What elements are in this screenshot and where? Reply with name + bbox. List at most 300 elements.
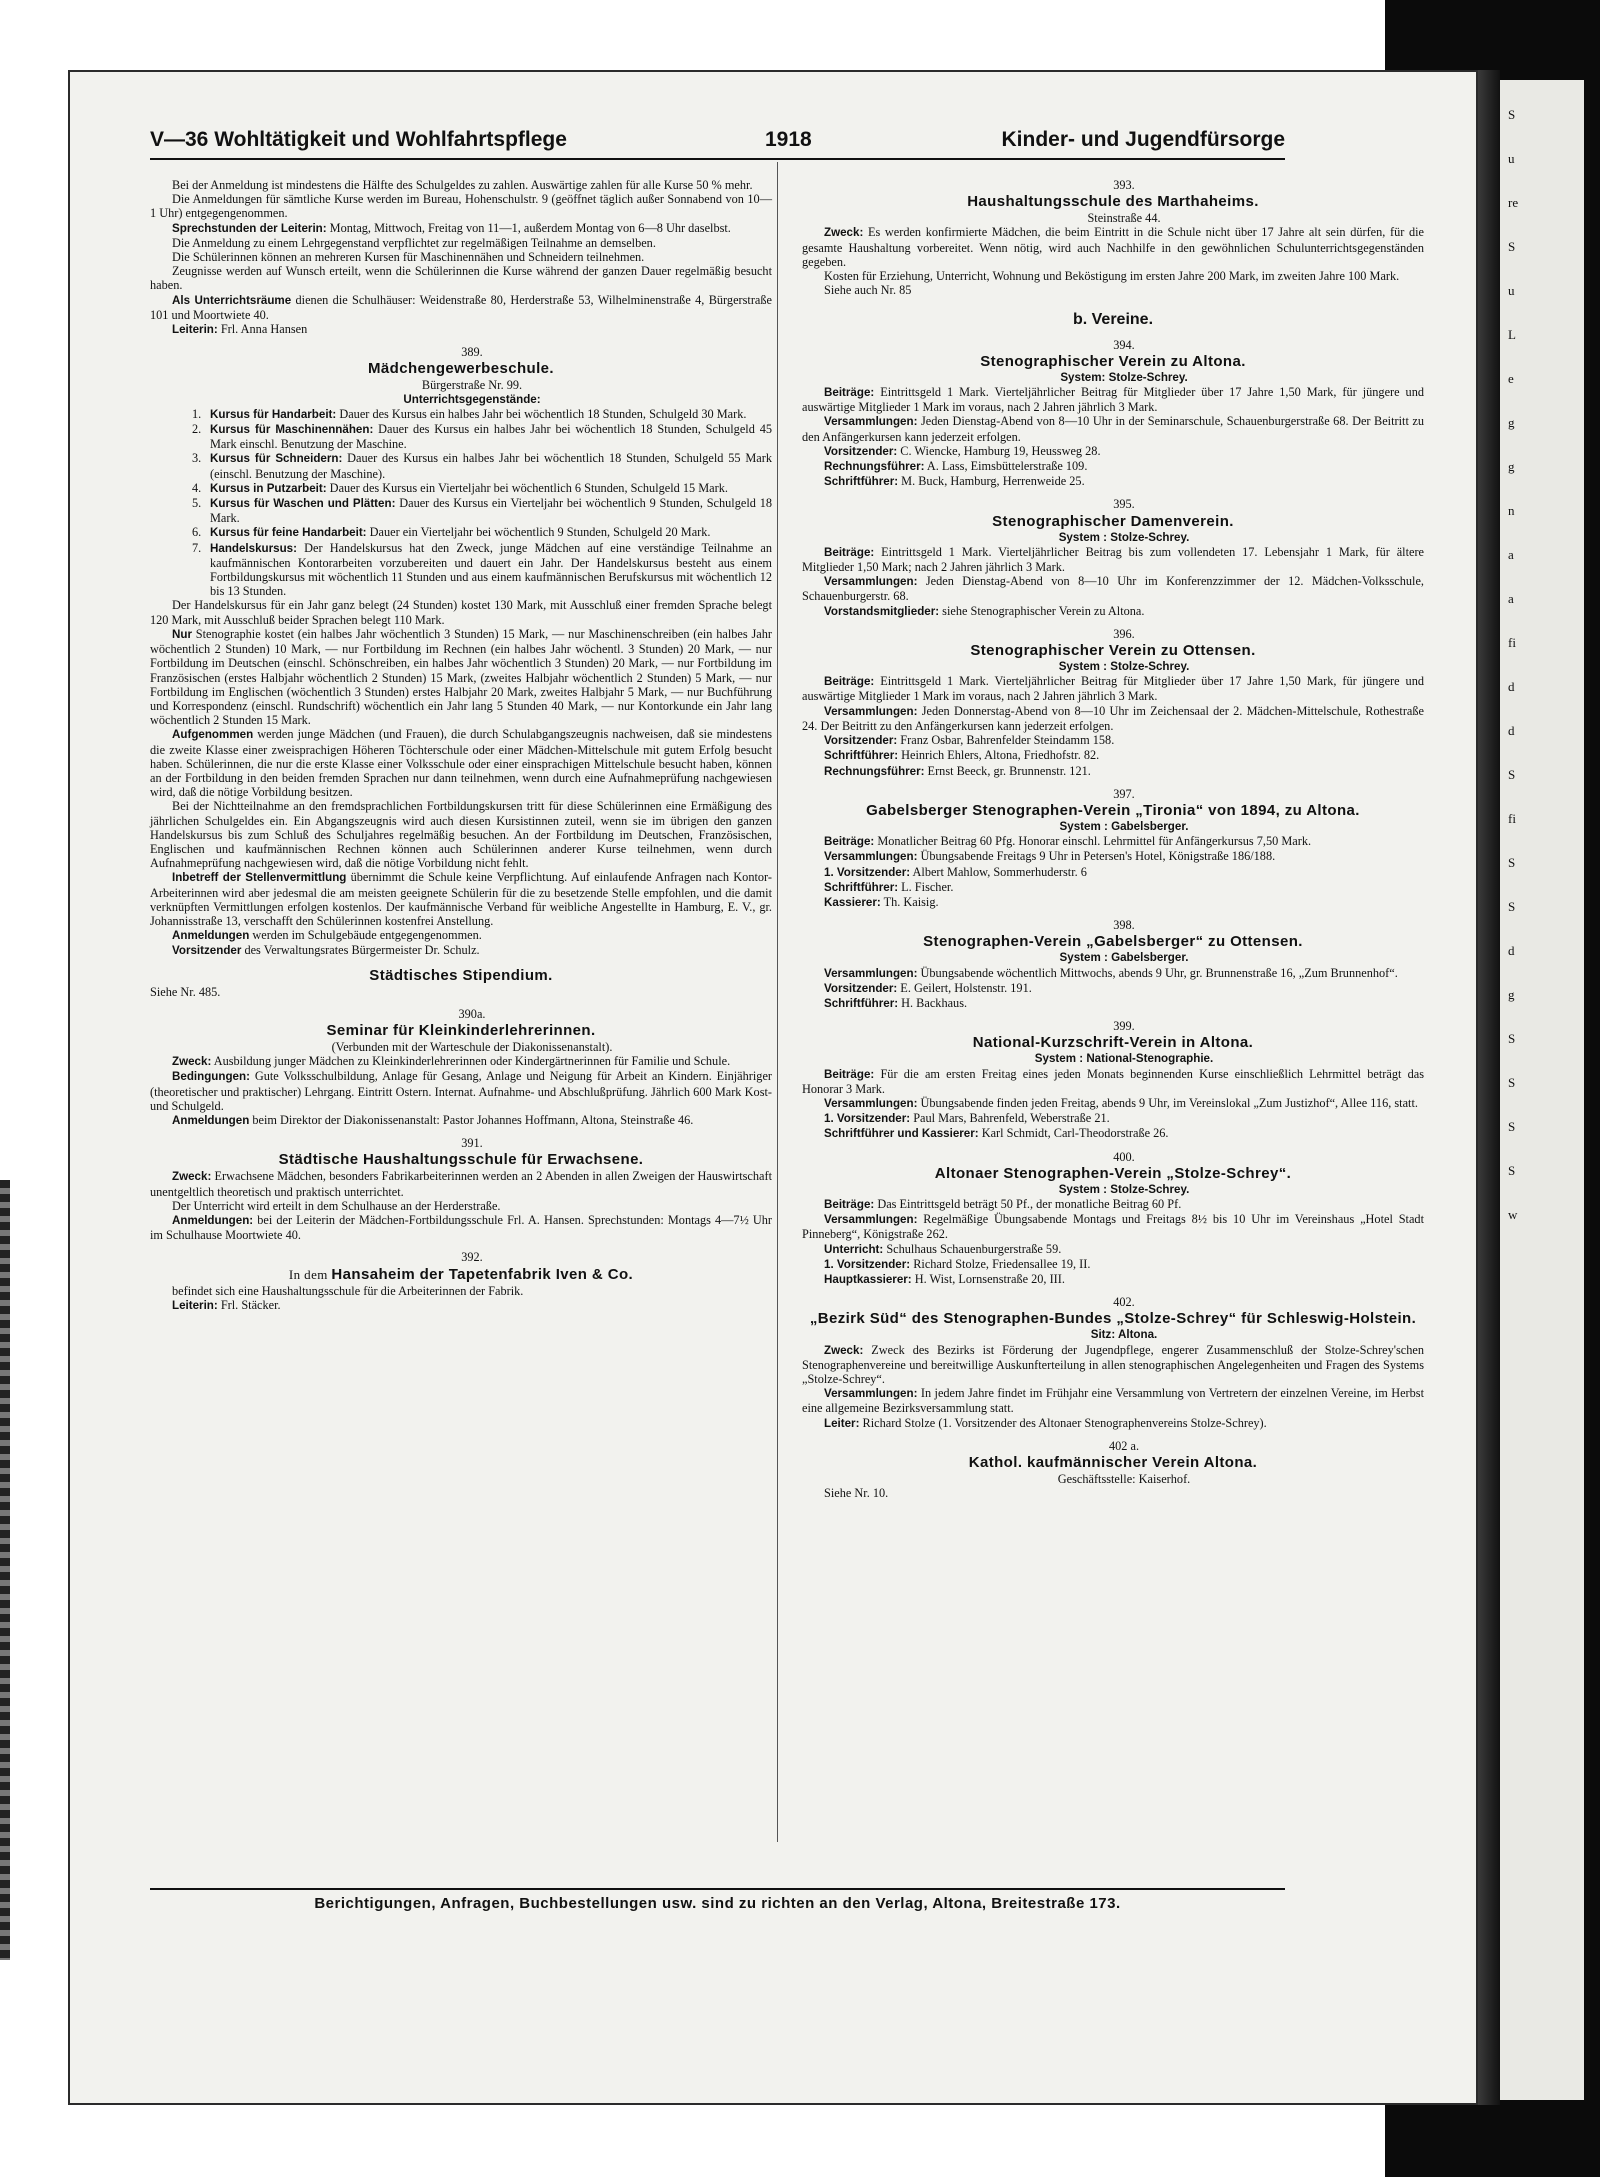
header-section-title: V—36 Wohltätigkeit und Wohlfahrtspflege: [150, 128, 567, 151]
paragraph-text: Zeugnisse werden auf Wunsch erteilt, wenn die Schülerinnen die Kurse während der ganzen Dauer regelmäßig besucht haben.: [150, 264, 772, 293]
paragraph-text: Zweck des Bezirks ist Förderung der Jugendpflege, engerer Zusammenschluß der Stolze-Schrey'schen Stenographenvereine und bereitwillige Auskunfterteilung in allen stenographischen Angelegenheiten und Fragen des Systems „Stolze-Schrey“.: [802, 1342, 1424, 1386]
paragraph: [802, 414, 1424, 443]
item-number: 2.: [192, 422, 202, 437]
paragraph: [150, 250, 772, 264]
entry-title: Stenographischer Verein zu Altona.: [980, 352, 1246, 370]
header-rule: [150, 158, 1285, 160]
field-label: 1. Vorsitzender:: [824, 865, 911, 879]
adjacent-page-text: e: [1508, 371, 1514, 386]
field-label: Unterricht:: [824, 1242, 884, 1256]
paragraph: [802, 474, 1424, 489]
paragraph-text: Jeden Dienstag-Abend von 8—10 Uhr im Konferenzzimmer der 12. Mädchen-Volksschule, Schauenburgerstr. 68.: [802, 574, 1424, 604]
adjacent-page-text: d: [1508, 943, 1515, 958]
entry-390a: [150, 1007, 772, 1128]
entry-address: Bürgerstraße Nr. 99.: [421, 378, 523, 393]
item-number: 5.: [192, 496, 202, 511]
adjacent-page-text: S: [1508, 239, 1516, 254]
field-label: Anmeldungen: [172, 929, 250, 943]
entry-title: Gabelsberger Stenographen-Verein „Tironia“ von 1894, zu Altona.: [866, 801, 1360, 819]
field-label: Anmeldungen: [172, 1113, 250, 1127]
paragraph-text: Jeden Dienstag-Abend von 8—10 Uhr in der Seminarschule, Schauenburgerstraße 68. Der Beitritt zu den Anfängerkursen kann jederzeit erfolgen.: [802, 414, 1424, 444]
course-item: [150, 451, 772, 480]
entry-395: [802, 497, 1424, 618]
field-label: Versammlungen:: [824, 966, 918, 980]
paragraph: [802, 225, 1424, 269]
field-label: Sprechstunden der Leiterin:: [172, 221, 327, 235]
entry-body: [802, 1197, 1424, 1287]
field-label: Vorsitzender:: [824, 734, 898, 748]
entry-number: 394.: [1113, 337, 1135, 352]
entry-number: 393.: [1113, 178, 1135, 192]
entry-stipendium: [150, 967, 772, 999]
adjacent-page-text: g: [1508, 987, 1515, 1002]
entry-402a: [802, 1439, 1424, 1501]
field-label: Zweck:: [824, 1343, 864, 1357]
left-column: [150, 178, 772, 1313]
paragraph-text: Bei der Nichtteilnahme an den fremdsprachlichen Fortbildungskursen tritt für diese Schülerinnen eine Ermäßigung des jährlichen Schulgeldes ein. Ein Abgangszeugnis wird auch diesen Kursistinnen zuteil, wenn sie im übrigen den ganzen Handelskursus bis zum Schluß des Schuljahres regelmäßig besuchen. An der Fortbildung im Deutschen, Französischen, Englischen und kaufmännischen Rechnen können auch Schülerinnen anderer Kurse teilnehmen, wenn durch Aufnahmeprüfung nachgewiesen wird, daß die nötige Vorbildung nicht fehlt.: [150, 799, 772, 871]
paragraph-text: werden junge Mädchen (und Frauen), die durch Schulabgangszeugnis nachweisen, daß sie mindestens die zweite Klasse einer zweisprachigen Höheren Töchterschule oder einer Mädchen-Mittelschule mit gutem Erfolg besucht haben. Schülerinnen, die nur die erste Klasse einer Volksschule oder einer einsprachigen Mittelschule besucht haben, können an der Fortbildung in den beiden fremden Sprachen nur dann teilnehmen, wenn durch eine Aufnahmeprüfung nachgewiesen wird, daß die nötige Vorbildung besitzen.: [150, 727, 772, 800]
entry-body: [802, 674, 1424, 778]
entry-number: 402.: [1113, 1295, 1135, 1310]
paragraph: [150, 627, 772, 727]
paragraph: [802, 1343, 1424, 1387]
entry-number: 396.: [1113, 626, 1135, 641]
paragraph-text: Richard Stolze, Friedensallee 19, II.: [910, 1256, 1091, 1271]
paragraph-text: Dauer des Kursus ein Vierteljahr bei wöchentlich 6 Stunden, Schulgeld 15 Mark.: [326, 480, 728, 495]
entry-system: System: Stolze-Schrey.: [1060, 370, 1188, 384]
entry-402: [802, 1295, 1424, 1431]
paragraph-text: Gute Volksschulbildung, Anlage für Gesang, Anlage und Neigung für Arbeit an Kindern. Einjähriger (theoretischer und praktischer) Lehrgang. Eintritt Ostern. Internat. Aufnahme- und Abschlußprüfung. Jährlich 600 Mark Kost- und Schulgeld.: [150, 1069, 772, 1113]
field-label: Beiträge:: [824, 675, 875, 689]
paragraph-text: werden im Schulgebäude entgegengenommen.: [249, 928, 482, 943]
paragraph-text: Siehe Nr. 10.: [824, 1486, 889, 1501]
adjacent-page-text: S: [1508, 1075, 1516, 1090]
paragraph-text: Eintrittsgeld 1 Mark. Vierteljährlicher Beitrag bis zum vollendeten 17. Lebensjahr 1 Mark, für ältere Mitglieder 1,50 Mark; nach 2 Jahren jährlich 3 Mark.: [802, 544, 1424, 575]
paragraph-text: A. Lass, Eimsbüttelerstraße 109.: [924, 459, 1088, 474]
field-label: Versammlungen:: [824, 415, 918, 429]
verein-entries: [802, 338, 1424, 1501]
paragraph: [802, 1197, 1424, 1212]
paragraph-text: siehe Stenographischer Verein zu Altona.: [939, 603, 1145, 618]
paragraph: [802, 849, 1424, 864]
paragraph: [802, 748, 1424, 763]
field-label: Vorstandsmitglieder:: [824, 604, 940, 618]
paragraph-text: Eintrittsgeld 1 Mark. Vierteljährlicher Beitrag für Mitglieder über 17 Jahre 1,50 Mark, für jüngere und auswärtige Mitglieder 1 Mark im voraus, nach 2 Jahren jährlich 3 Mark.: [802, 385, 1424, 415]
adjacent-page-text: S: [1508, 1163, 1516, 1178]
paragraph: [802, 764, 1424, 779]
course-item: [150, 407, 772, 422]
paragraph: [150, 1213, 772, 1242]
entry-394: [802, 338, 1424, 490]
paragraph: [150, 1113, 772, 1128]
adjacent-page-text: g: [1508, 459, 1515, 474]
paragraph: [802, 444, 1424, 459]
adjacent-page-text: u: [1508, 151, 1515, 166]
paragraph-text: des Verwaltungsrates Bürgermeister Dr. Schulz.: [241, 943, 480, 958]
field-label: 1. Vorsitzender:: [824, 1112, 911, 1126]
entry-number: 392.: [461, 1250, 483, 1265]
paragraph-text: Frl. Anna Hansen: [217, 322, 308, 337]
paragraph-text: Dauer des Kursus ein halbes Jahr bei wöchentlich 18 Stunden, Schulgeld 45 Mark einschl. Benutzung der Maschine.: [210, 422, 772, 452]
entry-body: [150, 598, 772, 958]
field-label: Versammlungen:: [824, 1387, 918, 1401]
paragraph: [802, 459, 1424, 474]
paragraph-text: Es werden konfirmierte Mädchen, die beim Eintritt in die Schule nicht über 17 Jahre alt sein dürfen, für die gesamte Haushaltung vorbereitet. Wenn nötig, wird auch Nachhilfe in den gewöhnlichen Schulunterrichtsgegenständen gegeben.: [802, 225, 1424, 269]
group-heading: b. Vereine.: [1072, 311, 1154, 329]
entry-system: Sitz: Altona.: [1090, 1328, 1158, 1342]
field-label: 1. Vorsitzender:: [824, 1257, 911, 1271]
paragraph-text: Montag, Mittwoch, Freitag von 11—1, außerdem Montag von 6—8 Uhr daselbst.: [326, 220, 731, 235]
paragraph: [150, 1298, 772, 1313]
paragraph: [802, 966, 1424, 981]
paragraph-text: E. Geilert, Holstenstr. 191.: [897, 980, 1032, 995]
course-item: [150, 422, 772, 451]
adjacent-page-text: n: [1508, 503, 1515, 518]
adjacent-page-text: S: [1508, 899, 1516, 914]
entry-number: 389.: [461, 345, 483, 360]
field-label: Hauptkassierer:: [824, 1272, 912, 1286]
right-column: [802, 178, 1424, 1500]
paragraph: [802, 1111, 1424, 1126]
entry-system: System : Stolze-Schrey.: [1058, 530, 1190, 544]
field-label: Schriftführer:: [824, 996, 899, 1010]
paragraph: [150, 192, 772, 220]
paragraph-text: Albert Mahlow, Sommerhuderstr. 6: [910, 864, 1087, 879]
field-label: Leiterin:: [172, 1298, 218, 1312]
paragraph: [802, 865, 1424, 880]
field-label: Rechnungsführer:: [824, 460, 925, 474]
paragraph-text: In jedem Jahre findet im Frühjahr eine Versammlung von Vertretern der einzelnen Vereine, im Herbst eine allgemeine Bezirksversammlung statt.: [802, 1386, 1424, 1416]
paragraph: [150, 727, 772, 799]
field-label: Vorsitzender: [172, 944, 242, 958]
field-label: Beiträge:: [824, 835, 875, 849]
field-label: Versammlungen:: [824, 1096, 918, 1110]
paragraph-text: Schulhaus Schauenburgerstraße 59.: [883, 1241, 1062, 1256]
adjacent-page-text: u: [1508, 283, 1515, 298]
entry-391: [150, 1136, 772, 1242]
entry-title: Stenographischer Verein zu Ottensen.: [970, 642, 1256, 660]
field-label: Versammlungen:: [824, 1213, 918, 1227]
paragraph-text: H. Wist, Lornsenstraße 20, III.: [911, 1271, 1065, 1286]
paragraph: [150, 1284, 772, 1298]
entry-system: System : Stolze-Schrey.: [1058, 660, 1190, 674]
field-label: Vorsitzender:: [824, 981, 898, 995]
course-item: [150, 525, 772, 540]
entry-system: System : National-Stenographie.: [1034, 1052, 1214, 1066]
adjacent-page-text: S: [1508, 107, 1516, 122]
paragraph-text: Übungsabende finden jeden Freitag, abends 9 Uhr, im Vereinslokal „Zum Justizhof“, Allee 116, statt.: [917, 1095, 1418, 1110]
entry-address: Steinstraße 44.: [1087, 211, 1161, 226]
entry-title-prefix: In dem: [288, 1266, 332, 1282]
field-label: Aufgenommen: [172, 728, 254, 742]
paragraph: [150, 928, 772, 943]
paragraph-text: Dauer des Kursus ein Vierteljahr bei wöchentlich 9 Stunden, Schulgeld 18 Mark.: [210, 496, 772, 526]
paragraph-text: Dauer des Kursus ein halbes Jahr bei wöchentlich 18 Stunden, Schulgeld 30 Mark.: [336, 406, 747, 421]
entry-title: Altonaer Stenographen-Verein „Stolze-Schrey“.: [934, 1164, 1292, 1182]
field-label: Bedingungen:: [172, 1070, 250, 1084]
paragraph-text: Frl. Stäcker.: [217, 1297, 281, 1312]
paragraph: [802, 1212, 1424, 1241]
paragraph-text: Übungsabende Freitags 9 Uhr in Petersen's Hotel, Königstraße 186/188.: [917, 849, 1276, 864]
paragraph: [802, 895, 1424, 910]
item-number: 1.: [192, 406, 202, 421]
adjacent-page-text: fi: [1508, 811, 1516, 826]
paragraph: [802, 574, 1424, 603]
paragraph-text: Jeden Donnerstag-Abend von 8—10 Uhr im Zeichensaal der 2. Mädchen-Mittelschule, Rothestraße 24. Der Beitritt zu den Anfängerkursen kann jederzeit erfolgen.: [802, 703, 1424, 733]
entry-number: 399.: [1113, 1019, 1135, 1034]
paragraph: [802, 1126, 1424, 1141]
paragraph-text: Th. Kaisig.: [880, 894, 939, 909]
field-label: Vorsitzender:: [824, 444, 898, 458]
paragraph: [802, 1242, 1424, 1257]
paragraph-text: Kosten für Erziehung, Unterricht, Wohnung und Beköstigung im ersten Jahre 200 Mark, im zweiten Jahre 100 Mark.: [824, 269, 1400, 284]
entry-number: 397.: [1113, 786, 1135, 801]
field-label: Zweck:: [172, 1170, 212, 1184]
entry-389: [150, 345, 772, 958]
field-label: Schriftführer und Kassierer:: [824, 1127, 979, 1141]
paragraph: [150, 178, 772, 192]
item-number: 6.: [192, 525, 202, 540]
paragraph-text: Regelmäßige Übungsabende Montags und Freitags 8½ bis 10 Uhr im Vereinshaus „Hotel Stadt Pinneberg“, Königstraße 262.: [802, 1212, 1424, 1242]
field-label: Versammlungen:: [824, 850, 918, 864]
field-label: Beiträge:: [824, 386, 875, 400]
paragraph-text: Siehe auch Nr. 85: [824, 283, 912, 298]
left-edge-artifact: [0, 1180, 10, 1960]
paragraph: [150, 1199, 772, 1213]
entry-number: 400.: [1113, 1149, 1135, 1164]
field-label: Versammlungen:: [824, 575, 918, 589]
paragraph: [802, 981, 1424, 996]
field-label: Kursus für feine Handarbeit:: [210, 526, 367, 540]
entry-393: [802, 178, 1424, 297]
paragraph: [802, 674, 1424, 703]
paragraph: [802, 283, 1424, 297]
field-label: Kursus für Handarbeit:: [210, 407, 337, 421]
running-header: [150, 128, 1285, 152]
paragraph: [150, 1169, 772, 1198]
paragraph-text: Ausbildung junger Mädchen zu Kleinkinderlehrerinnen oder Kindergärtnerinnen für Familie und Schule.: [211, 1054, 731, 1069]
entry-title: Stenographischer Damenverein.: [992, 512, 1234, 530]
paragraph-text: Franz Osbar, Bahrenfelder Steindamm 158.: [897, 733, 1115, 748]
paragraph: [150, 943, 772, 958]
entry-number: 395.: [1113, 497, 1135, 512]
paragraph: [802, 1257, 1424, 1272]
paragraph-text: C. Wiencke, Hamburg 19, Heussweg 28.: [897, 443, 1101, 458]
paragraph-text: Erwachsene Mädchen, besonders Fabrikarbeiterinnen werden an 2 Abenden in allen Zweigen der Hauswirtschaft unentgeltlich theoretisch und praktisch unterrichtet.: [150, 1169, 772, 1199]
entry-system: System : Stolze-Schrey.: [1058, 1182, 1190, 1196]
field-label: Schriftführer:: [824, 880, 899, 894]
adjacent-page-text: g: [1508, 415, 1515, 430]
entry-system: System : Gabelsberger.: [1059, 819, 1189, 833]
field-label: Leiter:: [824, 1416, 860, 1430]
paragraph-text: H. Backhaus.: [898, 995, 968, 1010]
paragraph-text: Die Anmeldung zu einem Lehrgegenstand verpflichtet zur regelmäßigen Teilnahme an demselben.: [172, 235, 656, 250]
paragraph: [802, 1096, 1424, 1111]
entry-reference: Siehe Nr. 485.: [150, 984, 221, 999]
entry-subtitle: (Verbunden mit der Warteschule der Diakonissenanstalt).: [331, 1039, 613, 1054]
field-label: Kursus für Schneidern:: [210, 452, 343, 466]
paragraph-text: Dauer des Kursus ein halbes Jahr bei wöchentlich 18 Stunden, Schulgeld 55 Mark (einschl. Benutzung der Maschine).: [210, 451, 773, 481]
field-label: Nur: [172, 627, 192, 641]
paragraph-text: Der Handelskursus hat den Zweck, junge Mädchen auf eine verständige Teilnahme an kaufmännischen Kontorarbeiten vorzubereiten und dauert ein Jahr. Der Handelskursus besteht aus einem Fortbildungskursus mit wöchentlich 11 Stunden und aus einem kaufmännischen Berufskursus mit wöchentlich 12 bis 13 Stunden.: [210, 540, 772, 599]
entry-397: [802, 787, 1424, 910]
entry-title: Mädchengewerbeschule.: [368, 360, 554, 378]
field-label: Zweck:: [824, 226, 864, 240]
field-label: Inbetreff der Stellenvermittlung: [172, 871, 347, 885]
paragraph: [150, 799, 772, 870]
paragraph: [150, 293, 772, 322]
paragraph: [802, 604, 1424, 619]
paragraph-text: Dauer ein Vierteljahr bei wöchentlich 9 Stunden, Schulgeld 20 Mark.: [366, 525, 711, 540]
adjacent-page-text: re: [1508, 195, 1519, 210]
entry-body: [150, 1054, 772, 1128]
paragraph-text: Für die am ersten Freitag eines jeden Monats beginnenden Kurse einschließlich Lehrmittel beträgt das Honorar 3 Mark.: [802, 1066, 1424, 1096]
adjacent-page-fragment: [1500, 80, 1584, 2100]
adjacent-page-text: a: [1508, 591, 1514, 606]
paragraph: [150, 1054, 772, 1069]
field-label: Beiträge:: [824, 1067, 875, 1081]
adjacent-page-text: L: [1508, 327, 1516, 342]
entry-body: [802, 1067, 1424, 1142]
field-label: Kassierer:: [824, 895, 881, 909]
paragraph-text: dienen die Schulhäuser: Weidenstraße 80, Herderstraße 53, Wilhelminenstraße 4, Bürgerstraße 101 und Moortwiete 40.: [150, 292, 772, 322]
paragraph: [150, 1069, 772, 1113]
paragraph-text: Übungsabende wöchentlich Mittwochs, abends 9 Uhr, gr. Brunnenstraße 16, „Zum Brunnenhof“.: [917, 965, 1398, 980]
paragraph-text: Karl Schmidt, Carl-Theodorstraße 26.: [978, 1126, 1169, 1141]
paragraph: [802, 545, 1424, 574]
adjacent-page-text: w: [1508, 1207, 1518, 1222]
entry-title: Stenographen-Verein „Gabelsberger“ zu Ottensen.: [923, 933, 1303, 951]
paragraph-text: Paul Mars, Bahrenfeld, Weberstraße 21.: [910, 1111, 1110, 1126]
field-label: Kursus für Waschen und Plätten:: [210, 497, 396, 511]
entry-title: „Bezirk Süd“ des Stenographen-Bundes „Stolze-Schrey“ für Schleswig-Holstein.: [809, 1310, 1417, 1328]
book-gutter: [1478, 70, 1500, 2105]
paragraph: [802, 834, 1424, 849]
paragraph-text: befindet sich eine Haushaltungsschule für die Arbeiterinnen der Fabrik.: [172, 1283, 524, 1298]
entry-392: [150, 1250, 772, 1313]
footer-notice: Berichtigungen, Anfragen, Buchbestellungen usw. sind zu richten an den Verlag, Altona, Breitestraße 173.: [314, 1895, 1121, 1912]
field-label: Beiträge:: [824, 545, 875, 559]
paragraph: [802, 704, 1424, 733]
field-label: Schriftführer:: [824, 749, 899, 763]
entry-title-line: [150, 1266, 772, 1283]
entry-body: [802, 834, 1424, 910]
field-label: Kursus für Maschinennähen:: [210, 423, 374, 437]
adjacent-page-text: S: [1508, 855, 1516, 870]
paragraph-text: Heinrich Ehlers, Altona, Friedhofstr. 82.: [898, 748, 1100, 763]
course-item: [150, 541, 772, 599]
paragraph-text: beim Direktor der Diakonissenanstalt: Pastor Johannes Hoffmann, Altona, Steinstraße 46.: [249, 1112, 694, 1127]
field-label: Beiträge:: [824, 1197, 875, 1211]
entry-400: [802, 1150, 1424, 1288]
entry-number: 402 a.: [1108, 1438, 1140, 1453]
paragraph-text: Stenographie kostet (ein halbes Jahr wöchentlich 3 Stunden) 15 Mark, — nur Maschinenschreiben (ein halbes Jahr wöchentlich 2 Stunden) 10 Mark, — nur Fortbildung im Rechnen (ein halbes Jahr wöchentl. 3 Stunden) 20 Mark, — nur Fortbildung im Deutschen (einschl. Schönschreiben, ein halbes Jahr wöchentlich 3 Stunden) 20 Mark, — nur Fortbildung im Französischen (erstes Halbjahr wöchentlich 2 Stunden) 15 Mark, (zweites Halbjahr wöchentlich 2 Stunden) 5 Mark, — nur Fortbildung im Englischen (wöchentlich 3 Stunden) erstes Halbjahr 20 Mark, zweites Halbjahr 5 Mark, — nur Buchführung und Korrespondenz (einschl. Rundschrift) wöchentlich ein Jahr lang 5 Stunden 40 Mark, — nur Kontorkunde ein Jahr lang wöchentlich 2 Stunden 15 Mark.: [150, 626, 772, 728]
entry-title: Städtisches Stipendium.: [369, 966, 553, 984]
paragraph: [802, 996, 1424, 1011]
course-item: [150, 481, 772, 496]
entry-title: Haushaltungsschule des Marthaheims.: [967, 193, 1259, 211]
paragraph: [802, 269, 1424, 283]
entry-number: 390a.: [458, 1006, 486, 1021]
adjacent-page-text: S: [1508, 1119, 1516, 1134]
paragraph: [150, 264, 772, 292]
paragraph-text: Ernst Beeck, gr. Brunnenstr. 121.: [924, 763, 1091, 778]
entry-body: [802, 1486, 1424, 1500]
course-list: [150, 407, 772, 599]
paragraph-text: Eintrittsgeld 1 Mark. Vierteljährlicher Beitrag für Mitglieder über 17 Jahre 1,50 Mark, für jüngere und auswärtige Mitglieder 1 Mark im voraus, nach 2 Jahren jährlich 3 Mark.: [802, 674, 1424, 704]
footer-rule: [150, 1888, 1285, 1890]
entry-number: 391.: [461, 1136, 483, 1151]
field-label: Kursus in Putzarbeit:: [210, 481, 327, 495]
adjacent-page-text: fi: [1508, 635, 1516, 650]
entry-body: [150, 1169, 772, 1242]
course-item: [150, 496, 772, 525]
entry-body: [802, 385, 1424, 489]
paragraph-text: Die Schülerinnen können an mehreren Kursen für Maschinennähen und Schneidern teilnehmen.: [172, 250, 645, 265]
entry-body: [150, 1284, 772, 1313]
paragraph: [802, 1486, 1424, 1500]
paragraph: [802, 1416, 1424, 1431]
item-number: 4.: [192, 480, 202, 495]
paragraph-text: übernimmt die Schule keine Verpflichtung. Auf einlaufende Anfragen nach Kontor-Arbeiterinnen wird aber jedesmal die am meisten geeignete Schülerin für die zu besetzende Stelle empfohlen, und die damit verknüpften Vermittlungen erfolgen kostenlos. Der kaufmännische Verband für weibliche Angestellte in Hamburg, E. V., gr. Johannisstraße 13, verschafft den Schülerinnen kostenfrei Anstellung.: [150, 870, 772, 928]
paragraph-text: Der Handelskursus für ein Jahr ganz belegt (24 Stunden) kostet 130 Mark, mit Ausschluß einer fremden Sprache belegt 120 Mark, mit Ausschluß beider Sprachen belegt 110 Mark.: [150, 598, 772, 627]
paragraph-text: Die Anmeldungen für sämtliche Kurse werden im Bureau, Hohenschulstr. 9 (geöffnet täglich außer Sonnabend von 10—1 Uhr) entgegengenommen.: [150, 192, 772, 221]
paragraph: [150, 322, 772, 337]
field-label: Als Unterrichtsräume: [172, 293, 292, 307]
entry-title: Kathol. kaufmännischer Verein Altona.: [968, 1454, 1258, 1472]
field-label: Handelskursus:: [210, 541, 297, 555]
paragraph-text: Der Unterricht wird erteilt in dem Schulhause an der Herderstraße.: [172, 1198, 501, 1213]
paragraph-text: Richard Stolze (1. Vorsitzender des Altonaer Stenographenvereins Stolze-Schrey).: [859, 1415, 1267, 1430]
column-divider: [777, 162, 778, 1842]
field-label: Versammlungen:: [824, 704, 918, 718]
entry-body: [802, 966, 1424, 1012]
adjacent-page-text: S: [1508, 1031, 1516, 1046]
field-label: Leiterin:: [172, 323, 218, 337]
paragraph-text: Bei der Anmeldung ist mindestens die Hälfte des Schulgeldes zu zahlen. Auswärtige zahlen für alle Kurse 50 % mehr.: [172, 178, 753, 192]
paragraph: [150, 221, 772, 236]
entry-title: Städtische Haushaltungsschule für Erwachsene.: [278, 1151, 644, 1169]
item-number: 7.: [192, 540, 202, 555]
entry-subtitle: Geschäftsstelle: Kaiserhof.: [1057, 1472, 1191, 1487]
paragraph: [802, 1386, 1424, 1415]
intro-block: [150, 178, 772, 337]
entry-system: System : Gabelsberger.: [1059, 951, 1189, 965]
entry-body: [802, 225, 1424, 297]
paragraph: [802, 1067, 1424, 1096]
entry-title: Hansaheim der Tapetenfabrik Iven & Co.: [331, 1265, 634, 1283]
paragraph: [150, 870, 772, 928]
paragraph: [802, 385, 1424, 414]
adjacent-page-text: d: [1508, 679, 1515, 694]
header-topic: Kinder- und Jugendfürsorge: [1001, 128, 1285, 151]
field-label: Zweck:: [172, 1055, 212, 1069]
adjacent-page-text: a: [1508, 547, 1514, 562]
entry-396: [802, 627, 1424, 779]
entry-subheading: Unterrichtsgegenstände:: [403, 392, 541, 406]
adjacent-page-text: S: [1508, 767, 1516, 782]
paragraph-text: Das Eintrittsgeld beträgt 50 Pf., der monatliche Beitrag 60 Pf.: [874, 1196, 1182, 1211]
entry-body: [802, 1343, 1424, 1431]
adjacent-page-text: d: [1508, 723, 1515, 738]
entry-body: [802, 545, 1424, 619]
paragraph: [802, 733, 1424, 748]
paragraph-text: M. Buck, Hamburg, Herrenweide 25.: [898, 474, 1085, 489]
paragraph-text: L. Fischer.: [898, 879, 954, 894]
item-number: 3.: [192, 451, 202, 466]
paragraph: [802, 880, 1424, 895]
entry-399: [802, 1019, 1424, 1141]
